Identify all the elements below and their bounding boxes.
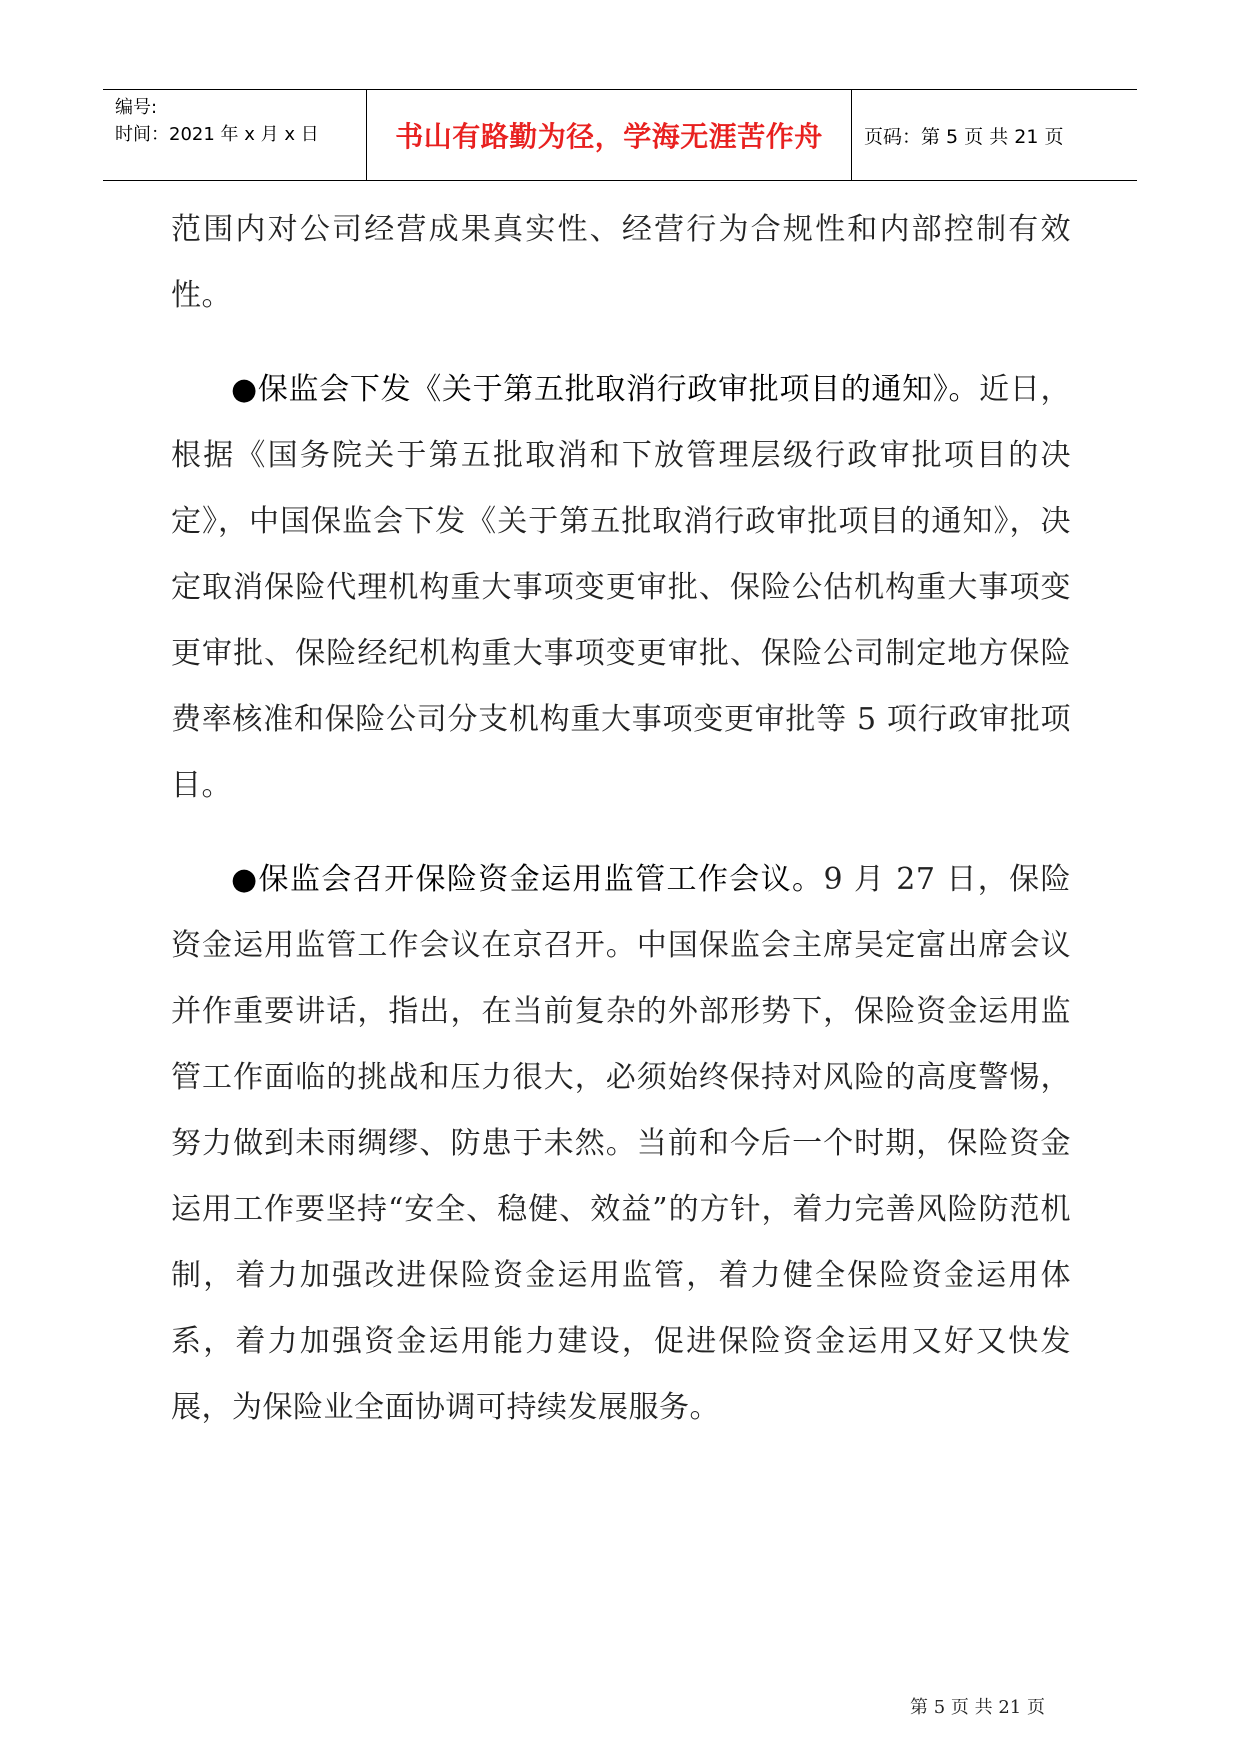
paragraph-lead-approval: ●保监会下发《关于第五批取消行政审批项目的通知》。 — [231, 372, 980, 407]
paragraph-fund-meeting — [171, 847, 1071, 1441]
header-page-cell — [852, 90, 1137, 180]
paragraph-continuation: 范围内对公司经营成果真实性、经营行为合规性和内部控制有效性。 — [171, 212, 1071, 313]
header-meta-cell — [103, 90, 367, 180]
header-motto: 书山有路勤为径，学海无涯苦作舟 — [395, 120, 823, 153]
paragraph-body-meeting: 9 月 27 日，保险资金运用监管工作会议在京召开。中国保监会主席吴定富出席会议并作重要讲话，指出，在当前复杂的外部形势下，保险资金运用监管工作面临的挑战和压力很大，必须始终保持对风险的高度警惕，努力做到未雨绸缪、防患于未然。当前和今后一个时期，保险资金运用工作要坚持“安全、稳健、效益”的方针，着力完善风险防范机制，着力加强改进保险资金运用监管，着力健全保险资金运用体系，着力加强资金运用能力建设，促进保险资金运用又好又快发展，为保险业全面协调可持续发展服务。 — [171, 862, 1071, 1425]
page-header — [103, 89, 1137, 181]
page-footer: 第 5 页 共 21 页 — [910, 1697, 1045, 1718]
paragraph-body-approval: 近日，根据《国务院关于第五批取消和下放管理层级行政审批项目的决定》，中国保监会下发《关于第五批取消行政审批项目的通知》，决定取消保险代理机构重大事项变更审批、保险公估机构重大事项变更审批、保险经纪机构重大事项变更审批、保险公司制定地方保险费率核准和保险公司分支机构重大事项变更审批等 5 项行政审批项目。 — [171, 372, 1071, 803]
paragraph-lead-meeting: ●保监会召开保险资金运用监管工作会议。 — [231, 862, 824, 897]
document-body — [171, 197, 1071, 1441]
paragraph-approval-notice — [171, 357, 1071, 819]
time-label: 时间：2021 年 x 月 x 日 — [115, 124, 319, 145]
header-page-number: 页码：第 5 页 共 21 页 — [864, 125, 1064, 148]
header-motto-cell — [367, 90, 852, 180]
serial-label: 编号: — [115, 97, 158, 118]
